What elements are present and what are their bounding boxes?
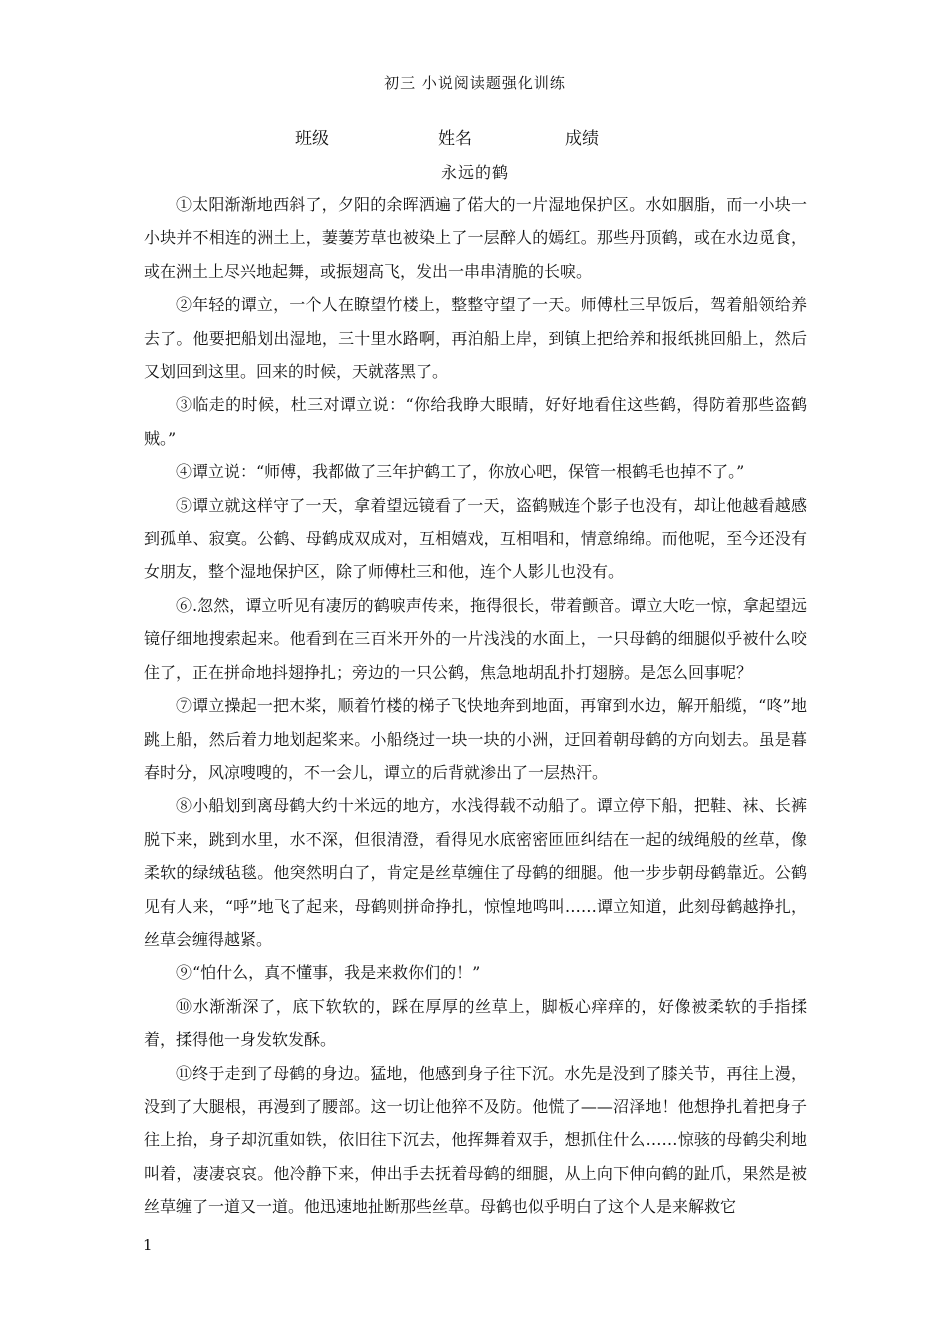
- paragraph-9: ⑨“怕什么，真不懂事，我是来救你们的！”: [176, 963, 481, 983]
- score-label: 成绩: [565, 129, 599, 149]
- paragraph-2: ②年轻的谭立，一个人在瞭望竹楼上，整整守望了一天。师傅杜三早饭后，驾着船领给养去了。他要把船划出湿地，三十里水路啊，再泊船上岸，到镇上把给养和报纸挑回船上，然后又划回到这里。回来的时候，天就落黑了。: [144, 295, 807, 382]
- paragraph-4: ④谭立说：“师傅，我都做了三年护鹤工了，你放心吧，保管一根鹤毛也掉不了。”: [176, 462, 745, 482]
- class-label: 班级: [295, 129, 329, 149]
- page-number: 1: [143, 1236, 153, 1254]
- paragraph-11: ⑪终于走到了母鹤的身边。猛地，他感到身子往下沉。水先是没到了膝关节，再往上漫，没到了大腿根，再漫到了腰部。这一切让他猝不及防。他慌了——沼泽地！他想挣扎着把身子往上抬，身子却沉重如铁，依旧往下沉去，他挥舞着双手，想抓住什么……惊骇的母鹤尖利地叫着，凄凄哀哀。他冷静下来，伸出手去抚着母鹤的细腿，从上向下伸向鹤的趾爪，果然是被丝草缠了一道又一道。他迅速地扯断那些丝草。母鹤也似乎明白了这个人是来解救它: [144, 1063, 807, 1217]
- paragraph-10: ⑩水渐渐深了，底下软软的，踩在厚厚的丝草上，脚板心痒痒的，好像被柔软的手指揉着，揉得他一身发软发酥。: [144, 996, 807, 1050]
- name-label: 姓名: [438, 129, 472, 149]
- paragraph-5: ⑤谭立就这样守了一天，拿着望远镜看了一天，盗鹤贼连个影子也没有，却让他越看越感到孤单、寂寞。公鹤、母鹤成双成对，互相嬉戏，互相唱和，情意绵绵。而他呢，至今还没有女朋友，整个湿地保护区，除了师傅杜三和他，连个人影儿也没有。: [144, 495, 807, 582]
- paragraph-3: ③临走的时候，杜三对谭立说：“你给我睁大眼睛，好好地看住这些鹤，得防着那些盗鹤贼。”: [144, 395, 807, 448]
- paragraph-1: ①太阳渐渐地西斜了，夕阳的余晖洒遍了偌大的一片湿地保护区。水如胭脂，而一小块一小块并不相连的洲土上，萋萋芳草也被染上了一层醉人的嫣红。那些丹顶鹤，或在水边觅食，或在洲土上尽兴地起舞，或振翅高飞，发出一串串清脆的长唳。: [144, 195, 807, 281]
- paragraph-8: ⑧小船划到离母鹤大约十米远的地方，水浅得载不动船了。谭立停下船，把鞋、袜、长裤脱下来，跳到水里，水不深，但很清澄，看得见水底密密匝匝纠结在一起的绒绳般的丝草，像柔软的绿绒毡毯。他突然明白了，肯定是丝草缠住了母鹤的细腿。他一步步朝母鹤靠近。公鹤见有人来，“呼”地飞了起来，母鹤则拼命挣扎，惊惶地鸣叫……谭立知道，此刻母鹤越挣扎，丝草会缠得越紧。: [144, 796, 807, 949]
- page-header: 初三 小说阅读题强化训练: [384, 74, 566, 92]
- story-title: 永远的鹤: [440, 163, 509, 182]
- story-body: [144, 188, 807, 1224]
- paragraph-6: ⑥.忽然，谭立听见有凄厉的鹤唳声传来，拖得很长，带着颤音。谭立大吃一惊，拿起望远镜仔细地搜索起来。他看到在三百米开外的一片浅浅的水面上，一只母鹤的细腿似乎被什么咬住了，正在拼命地抖翅挣扎；旁边的一只公鹤，焦急地胡乱扑打翅膀。是怎么回事呢？: [144, 595, 807, 682]
- paragraph-7: ⑦谭立操起一把木桨，顺着竹楼的梯子飞快地奔到地面，再窜到水边，解开船缆，“咚”地跳上船，然后着力地划起桨来。小船绕过一块一块的小洲，迂回着朝母鹤的方向划去。虽是暮春时分，风凉嗖嗖的，不一会儿，谭立的后背就渗出了一层热汗。: [144, 696, 807, 782]
